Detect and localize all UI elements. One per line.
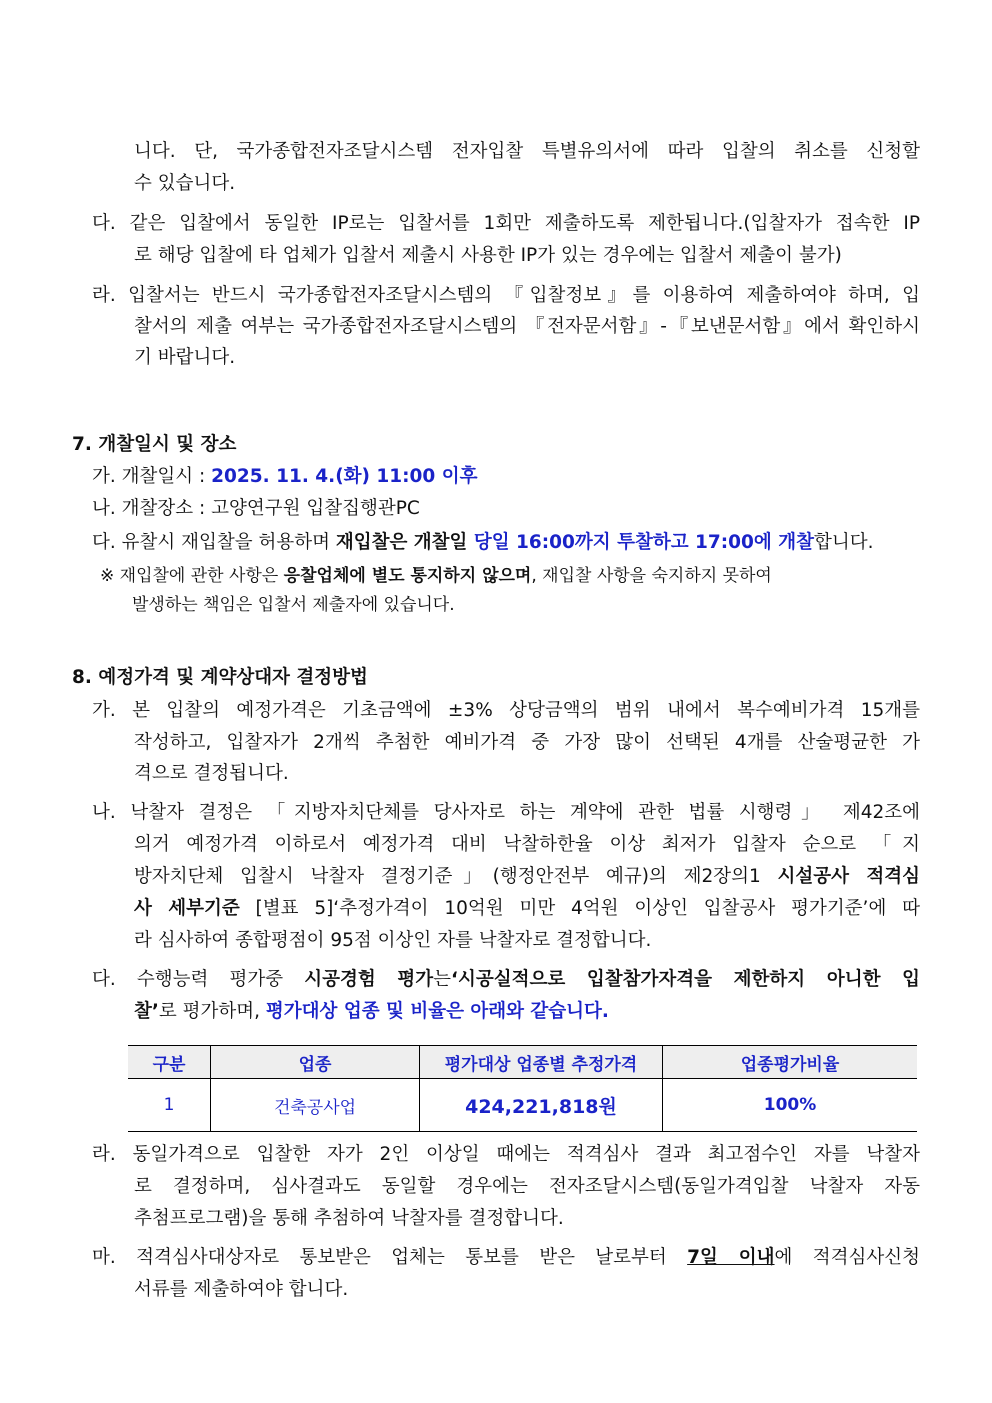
cont-line-1: 니다. 단, 국가종합전자조달시스템 전자입찰 특별유의서에 따라 입찰의 취소를 신청할 [134, 141, 920, 162]
s7-da-part-d: 합니다. [813, 532, 874, 553]
s8-da-part-b: 시공경험 평가 [304, 969, 434, 990]
s8-na-line-3-bold: 시설공사 적격심 [777, 866, 920, 887]
s8-da-part-c: 는 [433, 969, 451, 990]
section-7-heading: 7. 개찰일시 및 장소 [72, 434, 237, 455]
s8-da-part-f: 로 평가하며, [158, 1001, 266, 1022]
s8-ma-line-2: 서류를 제출하여야 합니다. [134, 1279, 349, 1300]
s8-da-part-d: ‘시공실적으로 입찰참가자격을 제한하지 아니한 입 [450, 969, 920, 990]
s8-na-line-2: 의거 예정가격 이하로서 예정가격 대비 낙찰하한율 이상 최저가 입찰자 순으로 「지 [134, 834, 920, 855]
s8-na-line-4-text: [별표 5]‘추정가격이 10억원 미만 4억원 이상인 입찰공사 평가기준’에 따 [239, 898, 920, 919]
s8-da-part-g: 평가대상 업종 및 비율은 아래와 같습니다. [265, 1001, 609, 1022]
table-header-cell: 업종평가비율 [663, 1046, 918, 1079]
s7-item-ga [92, 464, 478, 490]
s8-na-line-3-text: 방자치단체 입찰시 낙찰자 결정기준」(행정안전부 예규)의 제2장의1 [134, 866, 778, 887]
s7-item-da [92, 530, 873, 556]
s8-ga-line-2: 작성하고, 입찰자가 2개씩 추첨한 예비가격 중 가장 많이 선택된 4개를 산술평균한 가 [134, 732, 920, 753]
table-row [128, 1079, 917, 1132]
item-da-ip-line-2: 로 해당 입찰에 타 업체가 입찰서 제출시 사용한 IP가 있는 경우에는 입찰서 제출이 불가) [134, 245, 842, 266]
s8-na-line-4 [134, 896, 920, 922]
table-cell: 100% [663, 1079, 918, 1132]
s7-note-part-b: 응찰업체에 별도 통지하지 않으며 [283, 566, 532, 586]
s7-da-part-a: 다. 유찰시 재입찰을 허용하며 [92, 532, 336, 553]
table-cell: 1 [128, 1079, 211, 1132]
s8-ma-part-b: 7일 이내 [687, 1247, 775, 1268]
s7-da-part-b: 재입찰은 개찰일 [335, 532, 474, 553]
s8-ma-line-1 [92, 1245, 920, 1271]
s8-da-part-e: 찰’ [134, 1001, 159, 1022]
s7-ga-datetime: 2025. 11. 4.(화) 11:00 이후 [211, 466, 478, 487]
s7-note-line-1 [100, 563, 772, 589]
evaluation-table [128, 1045, 917, 1132]
s8-ra-line-3: 추첨프로그램)을 통해 추첨하여 낙찰자를 결정합니다. [134, 1208, 564, 1229]
s8-ma-part-c: 에 적격심사신청 [774, 1247, 920, 1268]
s7-note-part-c: , 재입찰 사항을 숙지하지 못하여 [531, 566, 772, 586]
s8-da-line-1 [92, 967, 920, 993]
s7-note-line-2: 발생하는 책임은 입찰서 제출자에 있습니다. [132, 595, 455, 615]
s7-item-na: 나. 개찰장소 : 고양연구원 입찰집행관PC [92, 498, 420, 519]
s8-ma-part-a: 마. 적격심사대상자로 통보받은 업체는 통보를 받은 날로부터 [92, 1247, 688, 1268]
cont-line-2: 수 있습니다. [134, 173, 236, 194]
item-ra-bid-line-1: 라. 입찰서는 반드시 국가종합전자조달시스템의 『입찰정보』를 이용하여 제출하여야 하며, 입 [92, 285, 920, 306]
s7-note-part-a: ※ 재입찰에 관한 사항은 [100, 566, 284, 586]
s8-na-line-3 [134, 864, 920, 890]
table-header-cell: 구분 [128, 1046, 211, 1079]
s7-ga-label: 가. 개찰일시 : [92, 466, 212, 487]
item-ra-bid-line-3: 기 바랍니다. [134, 347, 236, 368]
s8-ga-line-3: 격으로 결정됩니다. [134, 763, 289, 784]
table-cell: 건축공사업 [211, 1079, 420, 1132]
s8-ra-line-2: 로 결정하며, 심사결과도 동일할 경우에는 전자조달시스템(동일가격입찰 낙찰자 자동 [134, 1176, 920, 1197]
table-cell: 424,221,818원 [420, 1079, 663, 1132]
s7-da-part-c: 당일 16:00까지 투찰하고 17:00에 개찰 [473, 532, 814, 553]
s8-ga-line-1: 가. 본 입찰의 예정가격은 기초금액에 ±3% 상당금액의 범위 내에서 복수예비가격 15개를 [92, 700, 920, 721]
table-header-row [128, 1046, 917, 1079]
table-header-cell: 업종 [211, 1046, 420, 1079]
table-header-cell: 평가대상 업종별 추정가격 [420, 1046, 663, 1079]
section-8-heading: 8. 예정가격 및 계약상대자 결정방법 [72, 667, 368, 688]
s8-da-line-2 [134, 999, 609, 1025]
s8-ra-line-1: 라. 동일가격으로 입찰한 자가 2인 이상일 때에는 적격심사 결과 최고점수인 자를 낙찰자 [92, 1144, 920, 1165]
s8-da-part-a: 다. 수행능력 평가중 [92, 969, 305, 990]
item-ra-bid-line-2: 찰서의 제출 여부는 국가종합전자조달시스템의 『전자문서함』-『보낸문서함』에서 확인하시 [134, 316, 920, 337]
s8-na-line-1: 나. 낙찰자 결정은 「지방자치단체를 당사자로 하는 계약에 관한 법률 시행령」 제42조에 [92, 802, 920, 823]
s8-na-line-4-bold: 사 세부기준 [134, 898, 240, 919]
s8-na-line-5: 라 심사하여 종합평점이 95점 이상인 자를 낙찰자로 결정합니다. [134, 930, 652, 951]
item-da-ip-line-1: 다. 같은 입찰에서 동일한 IP로는 입찰서를 1회만 제출하도록 제한됩니다.(입찰자가 접속한 IP [92, 213, 920, 234]
